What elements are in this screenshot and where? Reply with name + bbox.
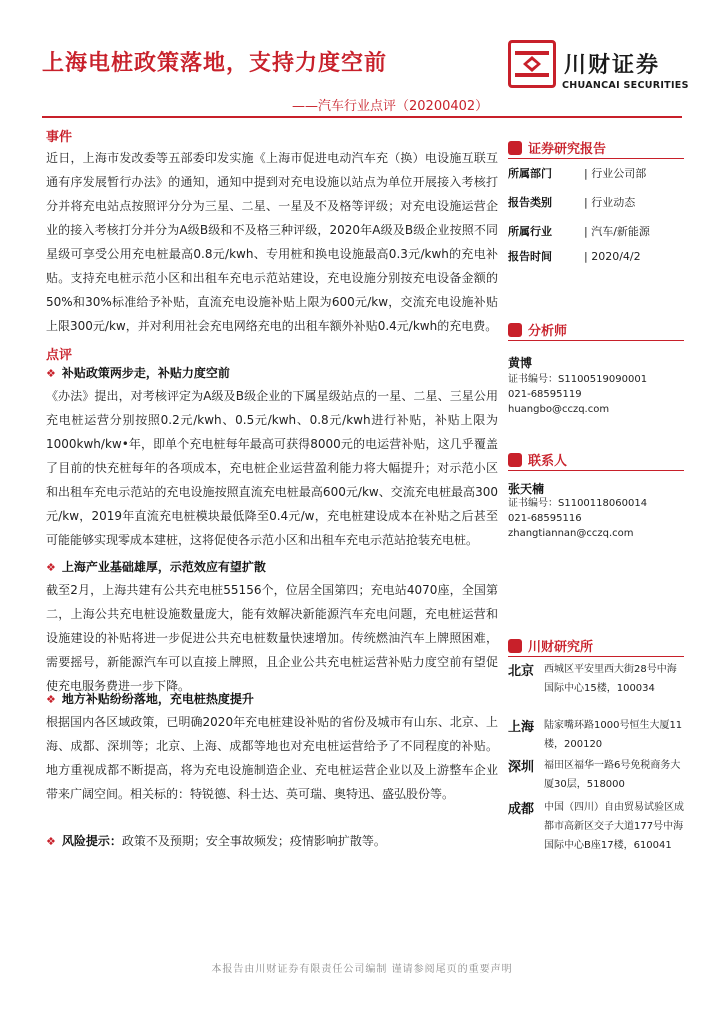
contact-head xyxy=(508,450,567,469)
institute-head xyxy=(508,636,593,655)
report-head-divider xyxy=(508,158,684,159)
contact-head-divider xyxy=(508,470,684,471)
institute-icon xyxy=(508,639,522,653)
logo-name: 川财证券 xyxy=(564,53,661,78)
point2-heading xyxy=(46,558,266,575)
risk-text: 政策不及预期；安全事故频发；疫情影响扩散等。 xyxy=(121,834,386,848)
info-key: 所属部门 xyxy=(508,167,552,180)
analyst-name: 黄博 xyxy=(508,356,533,370)
diamond-bullet-icon: ❖ xyxy=(46,835,56,848)
report-title: 上海电桩政策落地，支持力度空前 xyxy=(42,50,388,76)
event-section-title: 事件 xyxy=(46,130,73,145)
point3-heading xyxy=(46,690,254,707)
info-row-date xyxy=(508,246,684,268)
analyst-head-label: 分析师 xyxy=(528,324,568,339)
office-address-chengdu: 中国（四川）自由贸易试验区成都市高新区交子大道177号中海国际中心B座17楼，610041 xyxy=(544,802,684,851)
analyst-cert: 证书编号：S1100519090001 xyxy=(508,374,648,385)
office-city-shanghai: 上海 xyxy=(508,720,535,735)
diamond-bullet-icon: ❖ xyxy=(46,561,56,574)
office-address-shenzhen: 福田区福华一路6号免税商务大厦30层，518000 xyxy=(544,760,681,790)
analyst-phone: 021-68595119 xyxy=(508,389,582,400)
risk-label: 风险提示： xyxy=(61,834,122,848)
chuancai-logo-icon xyxy=(508,40,556,88)
comment-section-title: 点评 xyxy=(46,348,73,363)
point1-heading xyxy=(46,364,230,381)
contact-head-label: 联系人 xyxy=(528,454,568,469)
report-head xyxy=(508,138,606,157)
contact-phone: 021-68595116 xyxy=(508,513,582,524)
point2-paragraph: 截至2月，上海共建有公共充电桩55156个，位居全国第四；充电站4070座，全国第二，上海公共充电桩设施数量庞大，能有效解决新能源汽车充电问题，充电桩运营和设施建设的补贴将进一步促进公共充电桩数量快速增加。传统燃油汽车上牌照困难，需要摇号，新能源汽车可以直接上牌照，且企业公共充电桩运营补贴力度空前有望促使充电服务费进一步下降。 xyxy=(46,583,498,693)
risk-warning xyxy=(46,832,386,849)
point1-paragraph: 《办法》提出，对考核评定为A级及B级企业的下属星级站点的一星、二星、三星公用充电桩运营分别按照0.2元/kwh、0.5元/kwh、0.8元/kwh进行补贴，补贴上限为1000kwh/kw•年，即单个充电桩每年最高可获得8000元的电运营补贴，这几乎覆盖了目前的快充桩每年的各项成本，充电桩企业运营盈利能力将大幅提升；对示范小区和出租车充电示范站的充电设施按照直流充电桩最高600元/kw、交流充电桩最高300元/kw，2019年直流充电桩模块最低降至0.4元/w，充电桩建设成本在补贴之后甚至可能能够实现零成本建桩，这将促使各示范小区和出租车充电示范站抢装充电桩。 xyxy=(46,389,498,547)
institute-head-divider xyxy=(508,656,684,657)
report-subtitle: ——汽车行业点评（20200402） xyxy=(292,99,489,114)
report-icon xyxy=(508,141,522,155)
info-row-industry xyxy=(508,221,684,243)
contact-cert: 证书编号：S1100118060014 xyxy=(508,498,648,509)
info-key: 所属行业 xyxy=(508,225,552,238)
office-address-beijing: 西城区平安里西大街28号中海国际中心15楼，100034 xyxy=(544,664,677,694)
info-value: | 汽车/新能源 xyxy=(584,225,650,238)
header-divider xyxy=(42,116,682,118)
analyst-head-divider xyxy=(508,340,684,341)
diamond-bullet-icon: ❖ xyxy=(46,693,56,706)
office-city-beijing: 北京 xyxy=(508,664,535,679)
logo-english-name: CHUANCAI SECURITIES xyxy=(562,80,689,91)
office-city-chengdu: 成都 xyxy=(508,802,535,817)
contact-icon xyxy=(508,453,522,467)
office-address-shanghai: 陆家嘴环路1000号恒生大厦11楼，200120 xyxy=(544,720,683,750)
info-value: | 2020/4/2 xyxy=(584,250,641,263)
logo-mark-icon xyxy=(511,43,553,85)
point1-title: 补贴政策两步走，补贴力度空前 xyxy=(61,366,230,380)
analyst-head xyxy=(508,320,567,339)
info-row-department xyxy=(508,163,684,185)
info-row-category xyxy=(508,192,684,214)
info-key: 报告类别 xyxy=(508,196,552,209)
office-city-shenzhen: 深圳 xyxy=(508,760,535,775)
report-head-label: 证券研究报告 xyxy=(528,142,607,157)
analyst-icon xyxy=(508,323,522,337)
contact-name: 张天楠 xyxy=(508,482,545,496)
contact-email[interactable]: zhangtiannan@cczq.com xyxy=(508,528,634,539)
diamond-bullet-icon: ❖ xyxy=(46,367,56,380)
point2-title: 上海产业基础雄厚，示范效应有望扩散 xyxy=(61,560,266,574)
info-key: 报告时间 xyxy=(508,250,552,263)
point3-paragraph: 根据国内各区域政策，已明确2020年充电桩建设补贴的省份及城市有山东、北京、上海、成都、深圳等；北京、上海、成都等地也对充电桩运营给予了不同程度的补贴。地方重视成都不断提高，将为充电设施制造企业、充电桩运营企业以及上游整车企业带来广阔空间。相关标的：特锐德、科士达、英可瑞、奥特迅、盛弘股份等。 xyxy=(46,715,498,801)
info-value: | 行业公司部 xyxy=(584,167,647,180)
info-value: | 行业动态 xyxy=(584,196,636,209)
event-paragraph: 近日，上海市发改委等五部委印发实施《上海市促进电动汽车充（换）电设施互联互通有序发展暂行办法》的通知，通知中提到对充电设施以站点为单位开展接入考核打分并将充电站点按照评分分为三星、二星、一星及不及格等评级；对充电设施运营企业的接入考核打分并分为A级B级和不及格三种评级，2020年A级及B级企业按照不同星级可享受公用充电桩最高0.8元/kwh、专用桩和换电设施最高0.3元/kwh的充电补贴。支持充电桩示范小区和出租车充电示范站建设，充电设施分别按充电设备金额的50%和30%标准给予补贴，直流充电设施补贴上限为600元/kw，交流充电设施补贴上限300元/kw，并对利用社会充电网络充电的出租车额外补贴0.4元/kwh的充电费。 xyxy=(46,151,498,333)
analyst-email[interactable]: huangbo@cczq.com xyxy=(508,404,610,415)
point3-title: 地方补贴纷纷落地，充电桩热度提升 xyxy=(61,692,254,706)
institute-head-label: 川财研究所 xyxy=(528,640,594,655)
footer-disclaimer: 本报告由川财证券有限责任公司编制 谨请参阅尾页的重要声明 xyxy=(211,964,513,975)
